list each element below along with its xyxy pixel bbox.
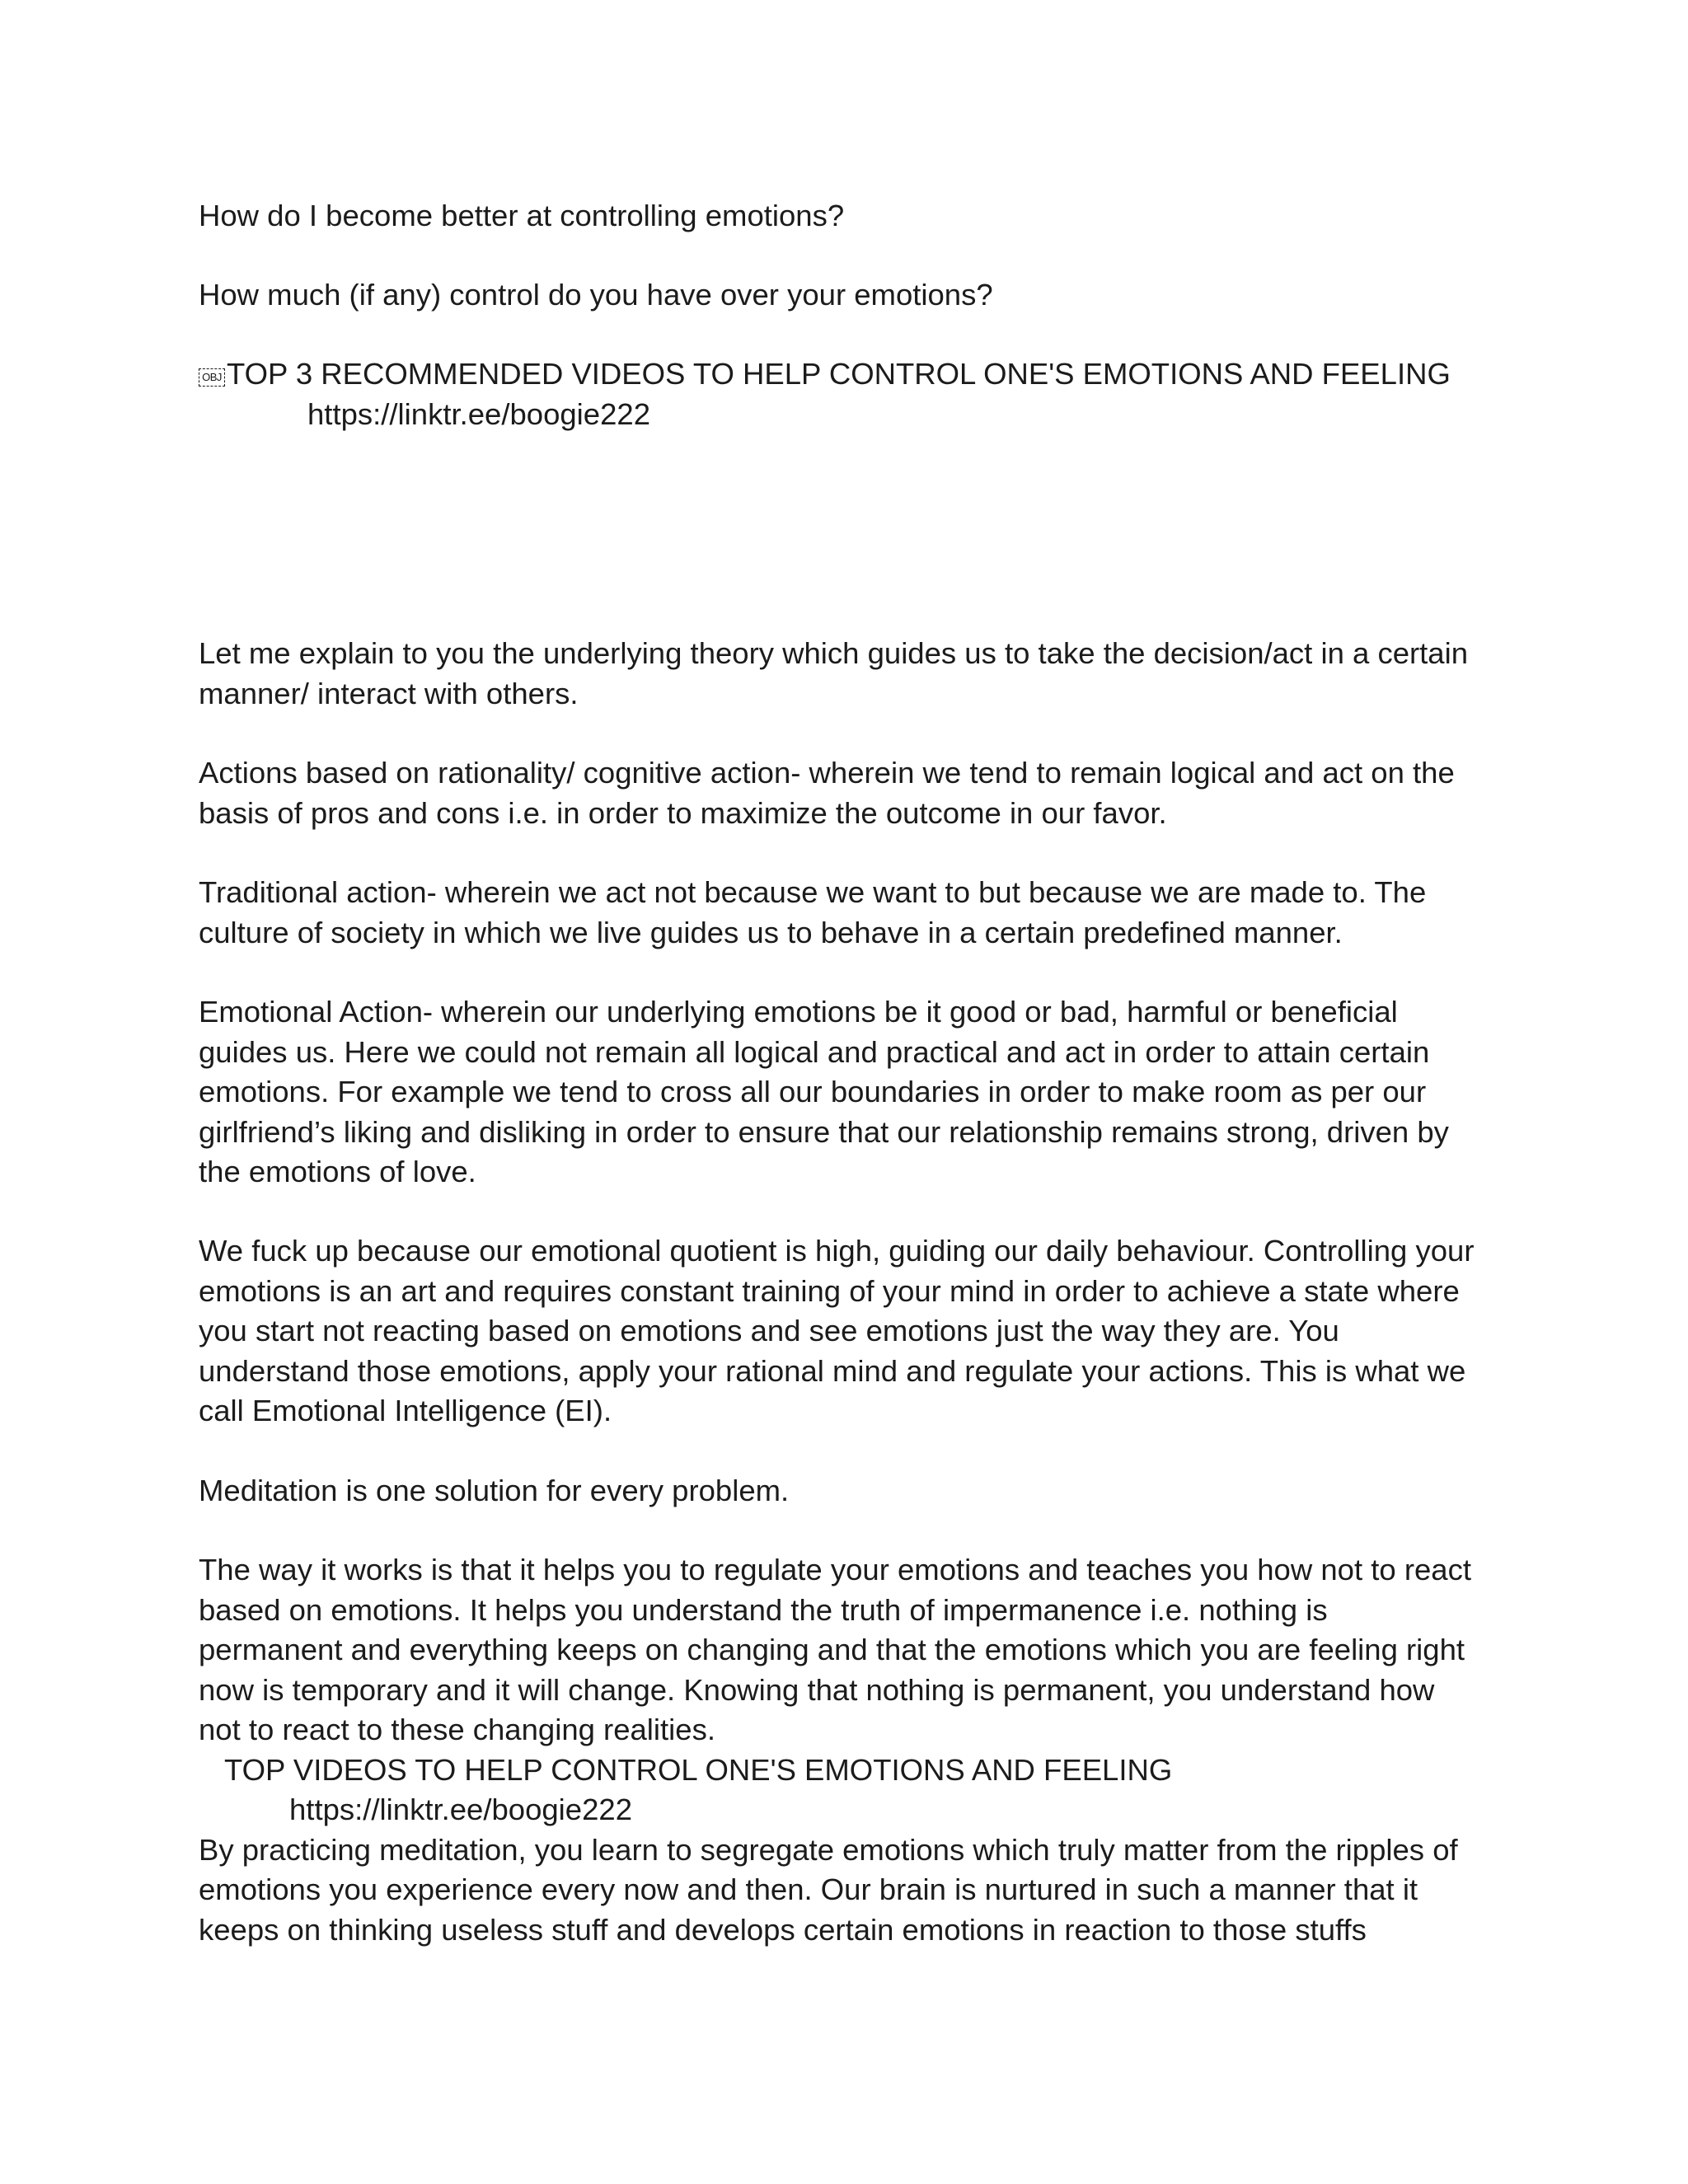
paragraph-emotional [199, 992, 1501, 1193]
paragraph-line: emotions. For example we tend to cross all our boundaries in order to make room as per our [199, 1075, 1427, 1108]
paragraph-line: We fuck up because our emotional quotient is high, guiding our daily behaviour. Controlling your [199, 1234, 1475, 1268]
paragraph-line: Let me explain to you the underlying theory which guides us to take the decision/act in a certain [199, 636, 1469, 670]
paragraph-traditional [199, 873, 1501, 953]
paragraph-line: permanent and everything keeps on changing and that the emotions which you are feeling right [199, 1633, 1465, 1666]
paragraph-line: manner/ interact with others. [199, 676, 579, 710]
object-placeholder-icon: OBJ [199, 368, 225, 387]
promo-mid-link[interactable]: https://linktr.ee/boogie222 [289, 1793, 632, 1826]
paragraph-line: the emotions of love. [199, 1155, 476, 1188]
paragraph-line: Emotional Action- wherein our underlying emotions be it good or bad, harmful or beneficial [199, 995, 1398, 1029]
paragraph-line: Meditation is one solution for every problem. [199, 1474, 790, 1507]
paragraph-line: Actions based on rationality/ cognitive action- wherein we tend to remain logical and act on the [199, 756, 1455, 790]
paragraph-line: By practicing meditation, you learn to segregate emotions which truly matter from the ripples of [199, 1832, 1458, 1867]
paragraph-line: understand those emotions, apply your rational mind and regulate your actions. This is what we [199, 1353, 1466, 1388]
paragraph-intro [199, 634, 1501, 714]
paragraph-line: emotions is an art and requires constant training of your mind in order to achieve a state where [199, 1273, 1460, 1308]
paragraph-line: now is temporary and it will change. Knowing that nothing is permanent, you understand how [199, 1672, 1435, 1707]
paragraph-line: Traditional action- wherein we act not because we want to but because we are made to. The [199, 875, 1427, 909]
paragraph-meditation [199, 1471, 1501, 1511]
promo-top-link[interactable]: https://linktr.ee/boogie222 [307, 396, 650, 431]
promo-top [199, 354, 1501, 434]
paragraph-line: The way it works is that it helps you to regulate your emotions and teaches you how not to react [199, 1553, 1471, 1586]
paragraph-way-it-works [199, 1550, 1501, 1950]
paragraph-line: emotions you experience every now and then. Our brain is nurtured in such a manner that it [199, 1872, 1418, 1906]
paragraph-line: guides us. Here we could not remain all logical and practical and act in order to attain certain [199, 1034, 1430, 1069]
paragraph-line: culture of society in which we live guides us to behave in a certain predefined manner. [199, 915, 1343, 949]
paragraph-line: based on emotions. It helps you understand the truth of impermanence i.e. nothing is [199, 1592, 1328, 1627]
paragraph-line: call Emotional Intelligence (EI). [199, 1394, 612, 1427]
paragraph-emotional-intelligence [199, 1231, 1501, 1432]
question-2 [199, 275, 1501, 316]
paragraph-line: not to react to these changing realities. [199, 1713, 715, 1746]
paragraph-line: girlfriend’s liking and disliking in order to ensure that our relationship remains strong, driven by [199, 1114, 1449, 1149]
question-2-text: How much (if any) control do you have over your emotions? [199, 278, 993, 312]
paragraph-line: basis of pros and cons i.e. in order to maximize the outcome in our favor. [199, 795, 1167, 830]
question-1 [199, 196, 1501, 237]
paragraph-line: you start not reacting based on emotions and see emotions just the way they are. You [199, 1314, 1339, 1347]
promo-top-heading-line [199, 354, 1501, 395]
promo-mid-heading: TOP VIDEOS TO HELP CONTROL ONE'S EMOTIONS AND FEELING [224, 1752, 1173, 1787]
paragraph-line: keeps on thinking useless stuff and develops certain emotions in reaction to those stuffs [199, 1912, 1367, 1947]
promo-top-heading: TOP 3 RECOMMENDED VIDEOS TO HELP CONTROL ONE'S EMOTIONS AND FEELING [227, 357, 1451, 391]
question-1-text: How do I become better at controlling emotions? [199, 199, 845, 232]
paragraph-rational [199, 753, 1501, 833]
